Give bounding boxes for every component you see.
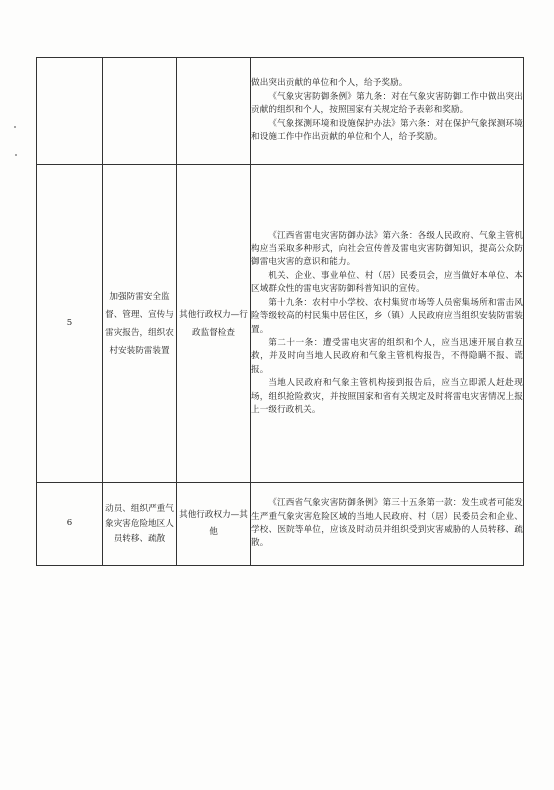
- legal-basis-cell: [251, 483, 524, 566]
- table-row: [37, 483, 524, 566]
- basis-paragraph: 《江西省雷电灾害防御办法》第六条：各级人民政府、气象主管机构应当采取多种形式，向社会宣传普及雷电灾害防御知识，提高公众防御雷电灾害的意识和能力。: [251, 230, 523, 268]
- basis-paragraph: 《气象探测环境和设施保护办法》第六条：对在保护气象探测环境和设施工作中作出贡献的单位和个人，给予奖励。: [251, 118, 523, 143]
- legal-basis-cell: [251, 165, 524, 483]
- category-cell: [177, 58, 251, 165]
- basis-paragraph: 做出突出贡献的单位和个人，给予奖励。: [251, 78, 408, 89]
- scan-speck: [14, 126, 16, 128]
- scan-speck: [15, 154, 17, 156]
- basis-paragraph: 《江西省气象灾害防御条例》第三十五条第一款：发生或者可能发生严重气象灾害危险区域的当地人民政府、村（居）民委员会和企业、学校、医院等单位，应该及时动员并组织受到灾害威胁的人员转移、疏散。: [251, 498, 523, 549]
- matter-cell: 加强防雷安全监督、管理、宣传与雷灾报告，组织农村安装防雷装置: [103, 165, 177, 483]
- matter-cell: [103, 58, 177, 165]
- row-number: 5: [37, 165, 103, 483]
- basis-paragraph: 机关、企业、事业单位、村（居）民委员会，应当做好本单位、本区域群众性的雷电灾害防御科普知识的宣传。: [251, 270, 523, 295]
- basis-paragraph: 《气象灾害防御条例》第九条：对在气象灾害防御工作中做出突出贡献的组织和个人，按照国家有关规定给予表彰和奖励。: [251, 91, 523, 116]
- basis-paragraph: 第十九条：农村中小学校、农村集贸市场等人员密集场所和雷击风险等级较高的村民集中居住区，乡（镇）人民政府应当组织安装防雷装置。: [251, 297, 523, 335]
- row-number: 6: [37, 483, 103, 566]
- category-cell: 其他行政权力—行政监督检查: [177, 165, 251, 483]
- power-list-table: [36, 57, 524, 566]
- category-cell: 其他行政权力—其他: [177, 483, 251, 566]
- basis-paragraph: 第二十一条：遭受雷电灾害的组织和个人，应当迅速开展自救互救，并及时向当地人民政府和气象主管机构报告，不得隐瞒不报、谎报。: [251, 337, 523, 375]
- table-row: [37, 165, 524, 483]
- basis-paragraph: 当地人民政府和气象主管机构接到报告后，应当立即派人赶赴现场，组织抢险救灾，并按照国家和省有关规定及时将雷电灾害情况上报上一级行政机关。: [251, 378, 523, 415]
- matter-cell: 动员、组织严重气象灾害危险地区人员转移、疏散: [103, 483, 177, 566]
- row-number: [37, 58, 103, 165]
- table-row: [37, 58, 524, 165]
- legal-basis-cell: [251, 58, 524, 165]
